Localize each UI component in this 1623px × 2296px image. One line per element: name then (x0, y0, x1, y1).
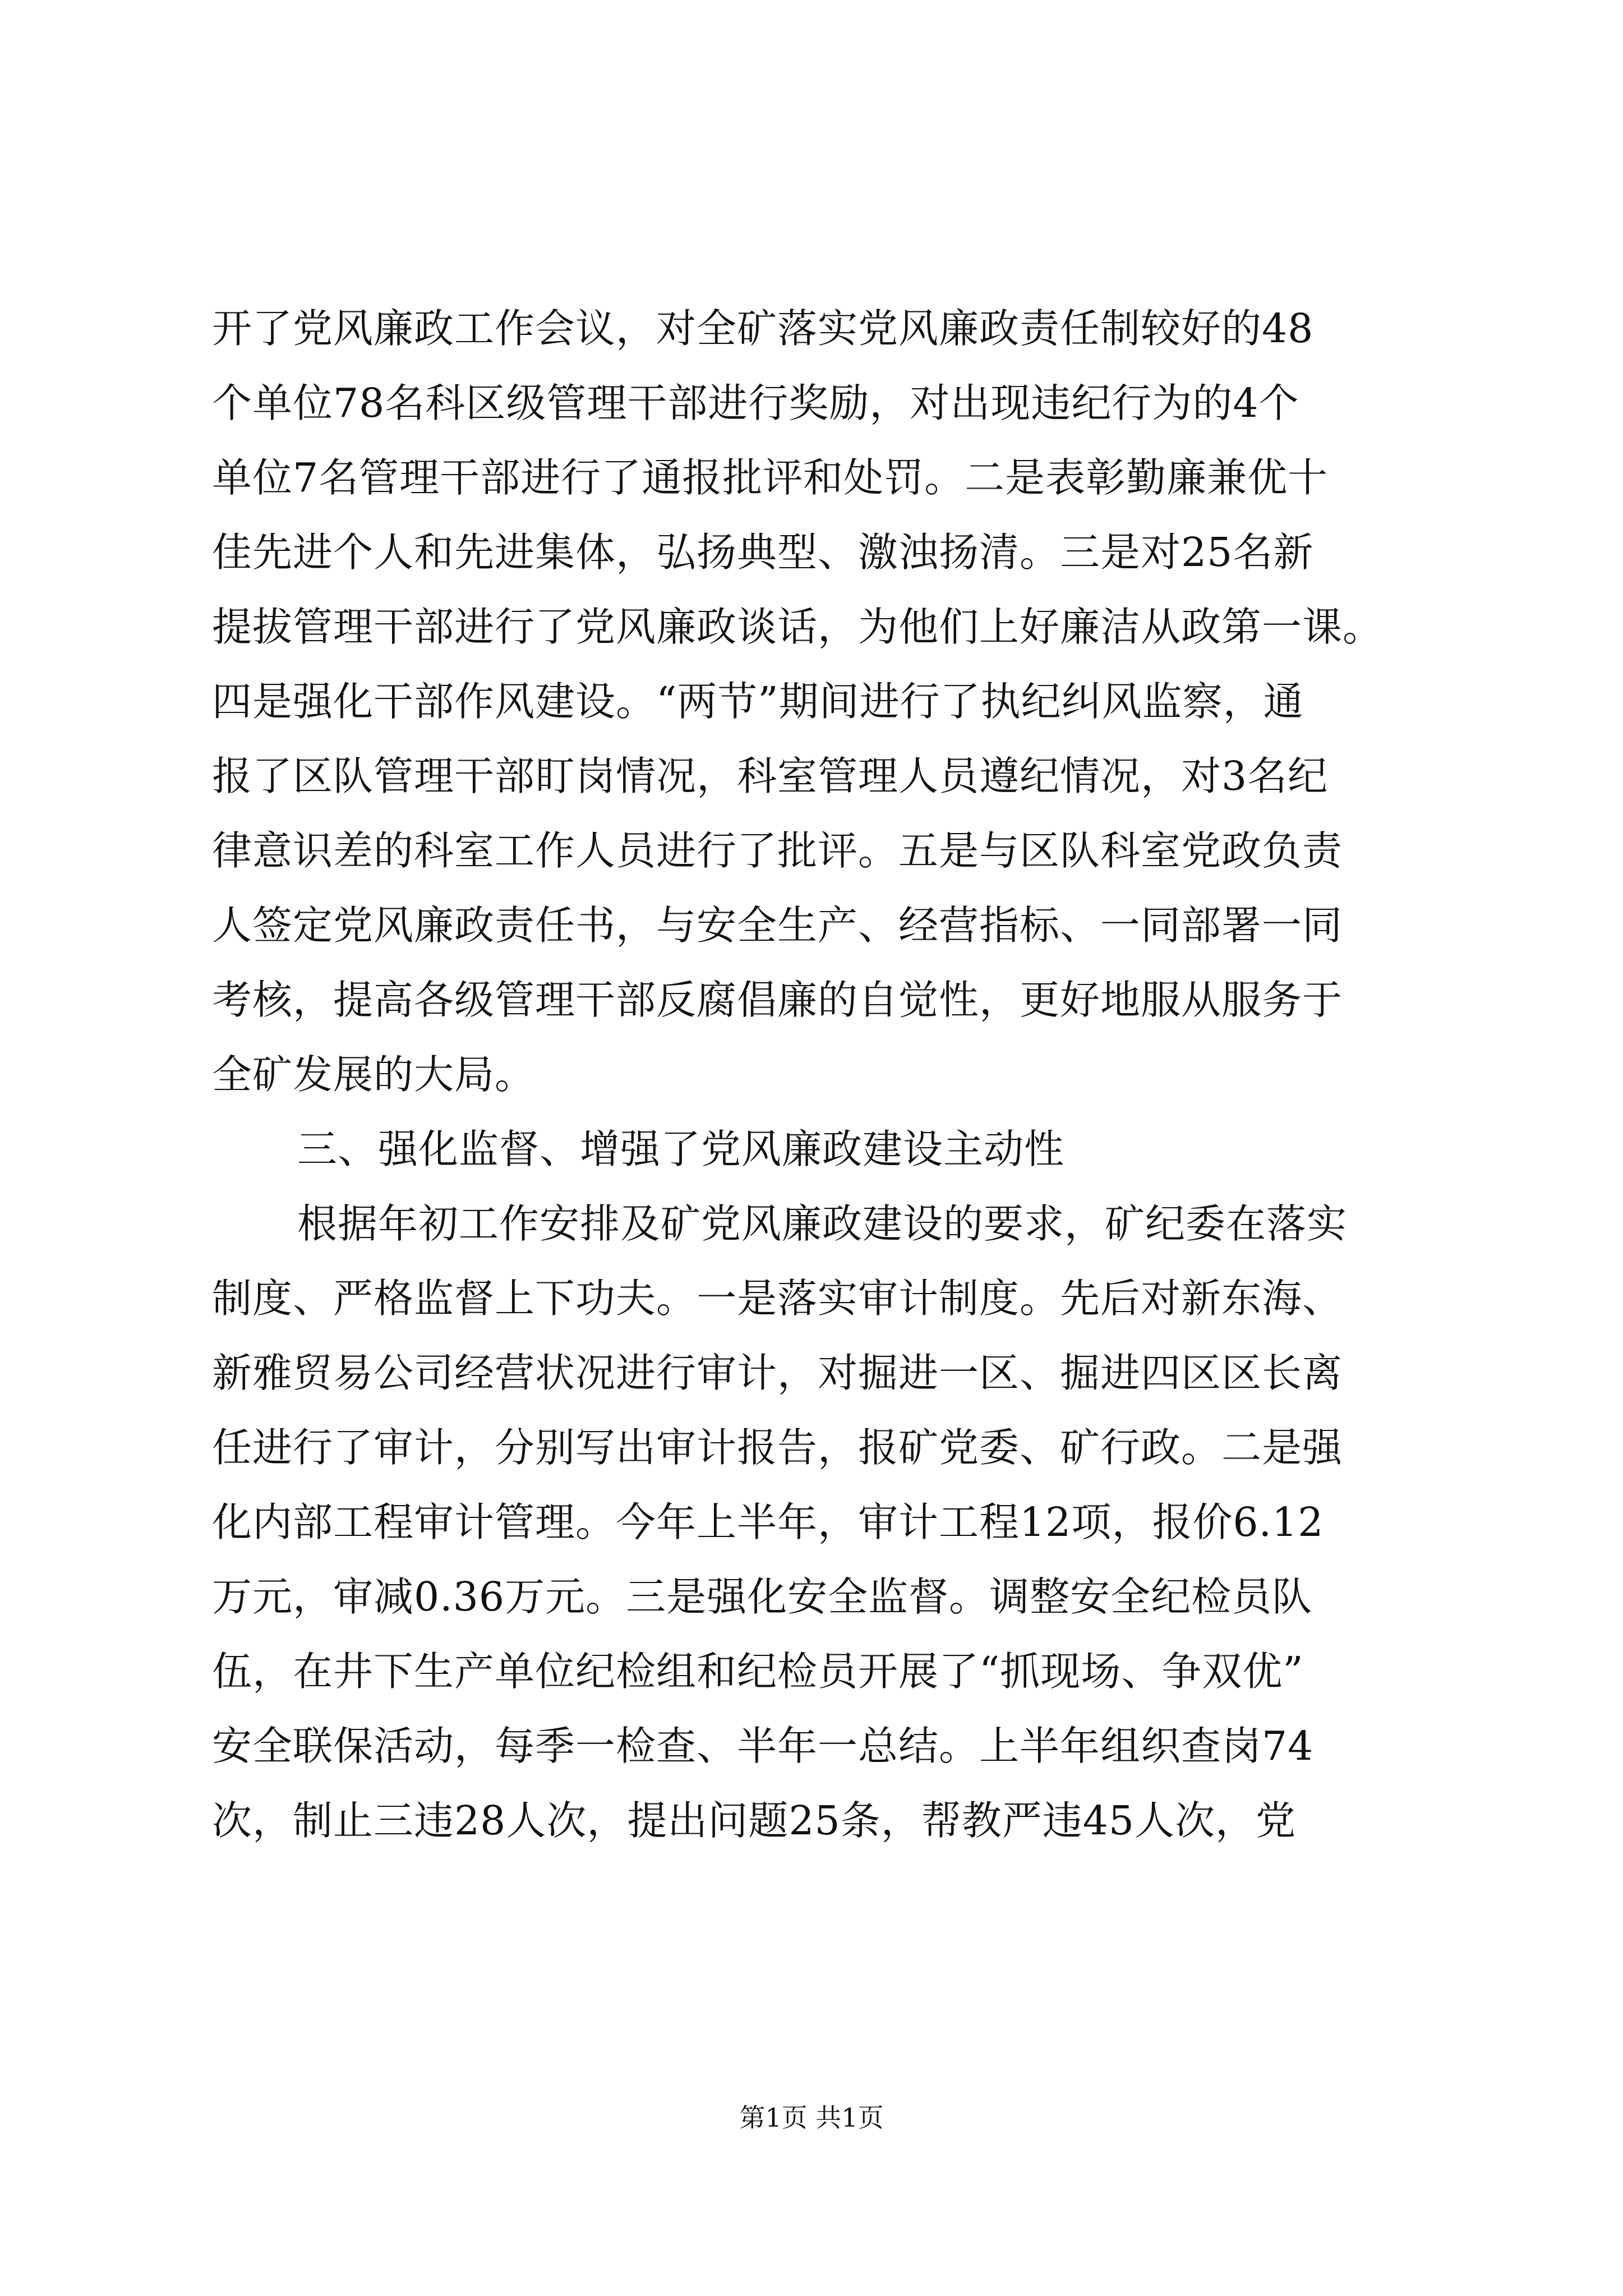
body-text-line: 个单位78名科区级管理干部进行奖励，对出现违纪行为的4个 (212, 380, 1299, 426)
page-footer: 第1页 共1页 (739, 2102, 884, 2133)
body-text-line: 考核，提高各级管理干部反腐倡廉的自觉性，更好地服从服务于 (212, 977, 1343, 1023)
section-heading: 三、强化监督、增强了党风廉政建设主动性 (297, 1126, 1065, 1172)
body-text-line: 全矿发展的大局。 (212, 1051, 536, 1098)
body-text-line: 四是强化干部作风建设。“两节”期间进行了执纪纠风监察，通 (212, 678, 1304, 725)
body-text-line: 安全联保活动，每季一检查、半年一总结。上半年组织查岗74 (212, 1723, 1314, 1769)
body-text-line: 次，制止三违28人次，提出问题25条，帮教严违45人次，党 (212, 1797, 1297, 1844)
body-text-line: 报了区队管理干部盯岗情况，科室管理人员遵纪情况，对3名纪 (212, 753, 1329, 799)
body-text-line: 佳先进个人和先进集体，弘扬典型、激浊扬清。三是对25名新 (212, 529, 1314, 576)
body-text-line: 律意识差的科室工作人员进行了批评。五是与区队科室党政负责 (212, 827, 1343, 874)
body-text-line: 提拔管理干部进行了党风廉政谈话，为他们上好廉洁从政第一课。 (212, 604, 1384, 650)
body-text-line: 伍，在井下生产单位纪检组和纪检员开展了“抓现场、争双优” (212, 1648, 1304, 1695)
body-text-line: 根据年初工作安排及矿党风廉政建设的要求，矿纪委在落实 (297, 1200, 1348, 1247)
body-text-line: 任进行了审计，分别写出审计报告，报矿党委、矿行政。二是强 (212, 1424, 1343, 1471)
body-text-line: 万元，审减0.36万元。三是强化安全监督。调整安全纪检员队 (212, 1573, 1313, 1620)
body-text-line: 开了党风廉政工作会议，对全矿落实党风廉政责任制较好的48 (212, 305, 1314, 352)
body-text-line: 制度、严格监督上下功夫。一是落实审计制度。先后对新东海、 (212, 1275, 1343, 1322)
body-text-line: 化内部工程审计管理。今年上半年，审计工程12项，报价6.12 (212, 1499, 1324, 1545)
body-text-line: 单位7名管理干部进行了通报批评和处罚。二是表彰勤廉兼优十 (212, 454, 1329, 501)
body-text-line: 人签定党风廉政责任书，与安全生产、经营指标、一同部署一同 (212, 902, 1343, 949)
body-text-line: 新雅贸易公司经营状况进行审计，对掘进一区、掘进四区区长离 (212, 1350, 1343, 1396)
